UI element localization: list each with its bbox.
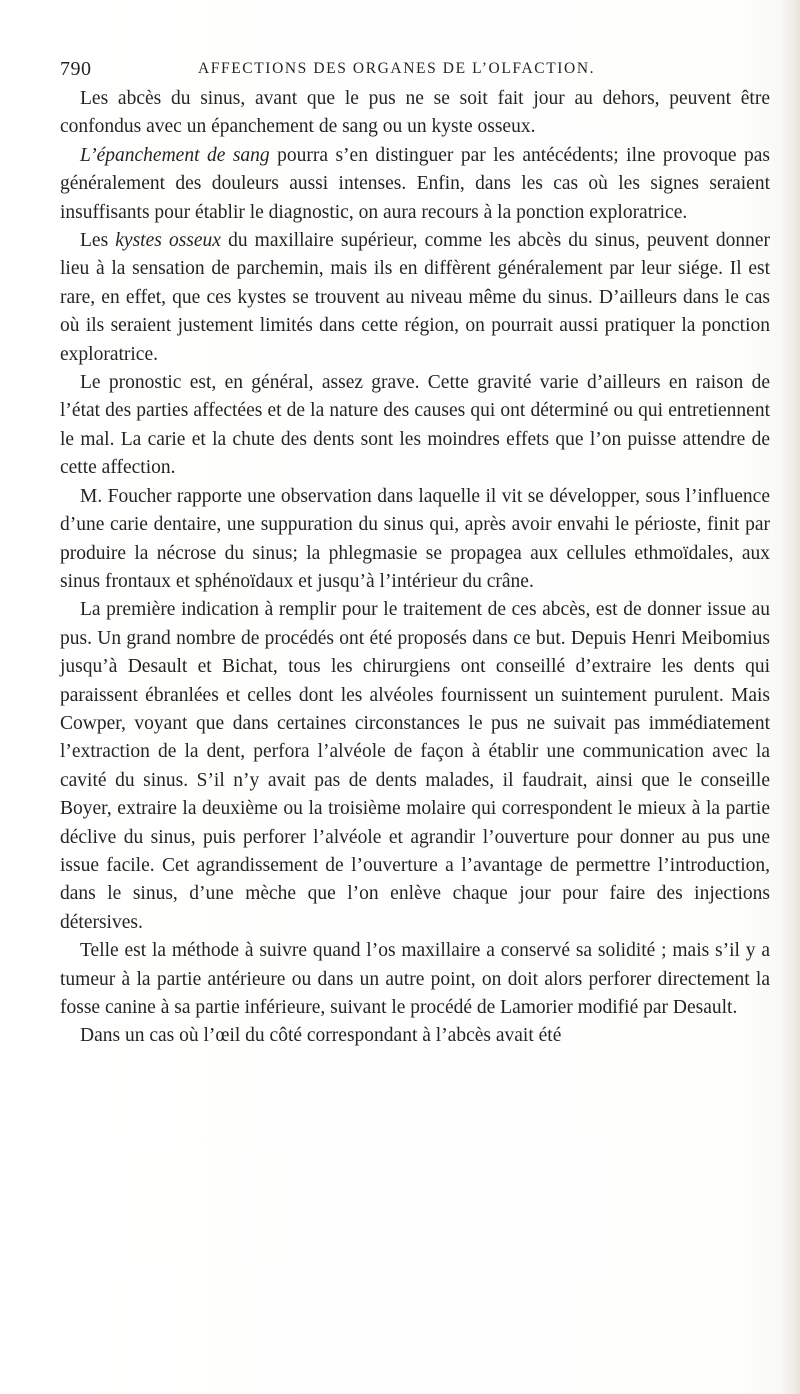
paragraph-text: pourra s’en distinguer par les antécédents; ilne provoque pas généralement des douleurs aussi intenses. Enfin, dans les cas où les signes seraient insuffisants pour établir le diagnostic, on aura recours à la ponction exploratrice. <box>60 144 770 223</box>
page-edge-shadow <box>780 0 800 1394</box>
page-header <box>60 58 760 88</box>
page-number: 790 <box>60 58 92 80</box>
paragraph-traitement <box>60 596 770 937</box>
page-body <box>60 85 770 1051</box>
paragraph-text: Telle est la méthode à suivre quand l’os maxillaire a conservé sa solidité ; mais s’il y a tumeur à la partie antérieure ou dans un autre point, on doit alors perforer directement la fosse canine à sa partie inférieure, suivant le procédé de Lamorier modifié par Desault. <box>60 940 770 1018</box>
paragraph-methode <box>60 937 770 1022</box>
italic-term-kystes: kystes osseux <box>115 230 221 252</box>
paragraph-pronostic <box>60 369 770 483</box>
paragraph-lead: Les <box>80 230 116 252</box>
paragraph-text: Dans un cas où l’œil du côté correspondant à l’abcès avait été <box>80 1025 562 1047</box>
paragraph-text: du maxillaire supérieur, comme les abcès du sinus, peuvent donner lieu à la sensation de parchemin, mais ils en diffèrent généralement par leur siége. Il est rare, en effet, que ces kystes se trouvent au niveau même du sinus. D’ailleurs dans le cas où ils seraient justement limités dans cette région, on pourrait aussi pratiquer la ponction exploratrice. <box>60 230 771 365</box>
running-head: AFFECTIONS DES ORGANES DE L’OLFACTION. <box>198 60 596 77</box>
paragraph-epanchement <box>60 142 770 227</box>
italic-term-epanchement: L’épanchement de sang <box>80 144 270 166</box>
paragraph-abces-sinus <box>60 85 770 142</box>
paragraph-kystes <box>60 227 770 369</box>
paragraph-text: M. Foucher rapporte une observation dans laquelle il vit se développer, sous l’influence d’une carie dentaire, une suppuration du sinus qui, après avoir envahi le périoste, finit par produire la nécrose du sinus; la phlegmasie se propagea aux cellules ethmoïdales, aux sinus frontaux et sphénoïdaux et jusqu’à l’intérieur du crâne. <box>60 485 770 592</box>
paragraph-text: Les abcès du sinus, avant que le pus ne se soit fait jour au dehors, peuvent être confondus avec un épanchement de sang ou un kyste osseux. <box>60 88 770 138</box>
paragraph-text: La première indication à remplir pour le traitement de ces abcès, est de donner issue au pus. Un grand nombre de procédés ont été proposés dans ce but. Depuis Henri Meibomius jusqu’à Desault et Bichat, tous les chirurgiens ont conseillé d’extraire les dents qui paraissent ébranlées et celles dont les alvéoles fournissent un suintement purulent. Mais Cowper, voyant que dans certaines circonstances le pus ne suivait pas immédiatement l’extraction de la dent, perfora l’alvéole de façon à établir une communication avec la cavité du sinus. S’il n’y avait pas de dents malades, il faudrait, ainsi que le conseille Boyer, extraire la deuxième ou la troisième molaire qui correspondent le mieux à la partie déclive du sinus, puis perforer l’alvéole et agrandir l’ouverture pour donner au pus une issue facile. Cet agrandissement de l’ouverture a l’avantage de permettre l’introduction, dans le sinus, d’une mèche que l’on enlève chaque jour pour faire des injections détersives. <box>60 599 770 933</box>
paragraph-cas-oeil <box>60 1022 770 1050</box>
paragraph-text: Le pronostic est, en général, assez grave. Cette gravité varie d’ailleurs en raison de l’état des parties affectées et de la nature des causes qui ont déterminé ou qui entretiennent le mal. La carie et la chute des dents sont les moindres effets que l’on puisse attendre de cette affection. <box>60 372 770 479</box>
paragraph-foucher <box>60 483 770 597</box>
